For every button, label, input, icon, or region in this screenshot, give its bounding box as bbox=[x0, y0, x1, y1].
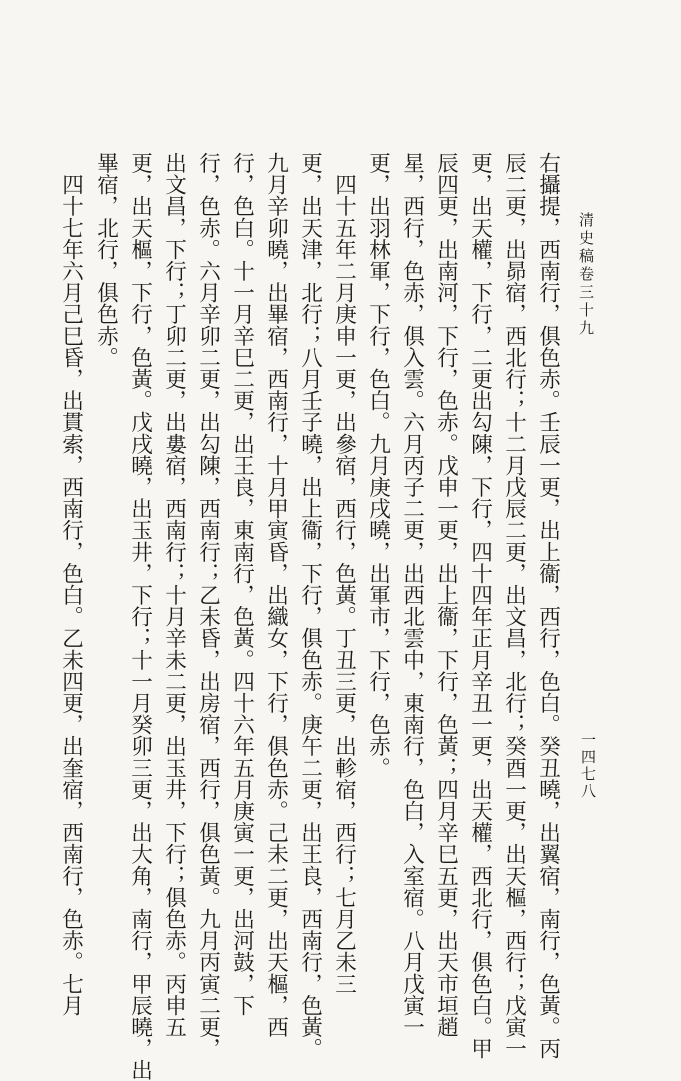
text-column: 更，出羽林軍，下行，色白。九月庚戌曉，出軍市，下行，色赤。 bbox=[365, 152, 391, 779]
text-column: 畢宿，北行，俱色赤。 bbox=[93, 152, 119, 368]
text-column: 九月辛卯曉，出畢宿，西南行，十月甲寅昏，出織女，下行，俱色赤。己未二更，出天樞，西 bbox=[263, 152, 289, 1038]
text-column: 出文昌，下行；丁卯二更，出婁宿，西南行；十月辛未二更，出玉井，下行；俱色赤。丙申五 bbox=[161, 152, 187, 1038]
text-column: 更，出天津，北行；八月壬子曉，出上衞，下行，俱色赤。庚午二更，出王良，西南行，色黃。 bbox=[297, 152, 323, 1060]
text-column: 辰四更，出南河，下行，色赤。戊申一更，出上衞，下行，色黃；四月辛巳五更，出天市垣趙 bbox=[433, 152, 459, 1038]
text-column: 辰二更，出昴宿，西北行；十二月戊辰二更，出文昌，北行；癸酉一更，出天樞，西行；戊寅一 bbox=[501, 152, 527, 1060]
text-column: 四十五年二月庚申一更，出參宿，西行，色黃。丁丑三更，出軫宿，西行；七月乙未三 bbox=[331, 152, 357, 995]
running-header: 清史稿卷三十九 bbox=[577, 212, 595, 338]
text-column: 四十七年六月己巳昏，出貫索，西南行，色白。乙未四更，出奎宿，西南行，色赤。七月 bbox=[58, 152, 84, 1016]
page-number: 一四七八 bbox=[579, 732, 597, 800]
text-column: 更，出天權，下行，二更出勾陳，下行，四十四年正月辛丑一更，出天權，西北行，俱色白。甲 bbox=[467, 152, 493, 1060]
text-column: 星，西行，色赤，俱入雲。六月丙子二更，出西北雲中，東南行，色白，入室宿。八月戊寅一 bbox=[399, 152, 425, 1038]
text-column: 更，出天樞，下行，色黃。戊戌曉，出玉井，下行；十一月癸卯三更，出大角，南行，甲辰曉，出 bbox=[127, 152, 153, 1081]
text-column: 行，色赤。六月辛卯二更，出勾陳，西南行；乙未昏，出房宿，西行，俱色黃。九月丙寅二更， bbox=[195, 152, 221, 1060]
text-column: 行，色白。十一月辛巳二更，出王良，東南行，色黃。四十六年五月庚寅一更，出河鼓，下 bbox=[229, 152, 255, 1016]
text-column: 右攝提，西南行，俱色赤。壬辰一更，出上衞，西行，色白。癸丑曉，出翼宿，南行，色黃。丙 bbox=[535, 152, 561, 1060]
